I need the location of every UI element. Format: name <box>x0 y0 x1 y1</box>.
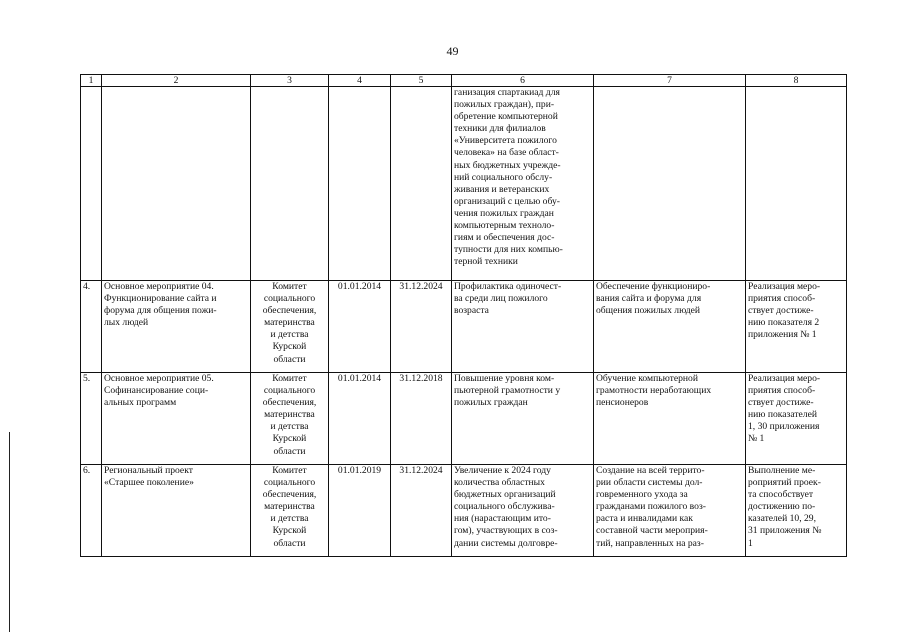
start-date: 01.01.2014 <box>329 373 391 465</box>
column-number-row <box>81 75 847 87</box>
end-date: 31.12.2024 <box>391 281 452 373</box>
event-name: Основное мероприятие 04. Функционирование сайта и форума для общения пожи- лых людей <box>102 281 251 373</box>
executor <box>251 87 329 281</box>
start-date: 01.01.2014 <box>329 281 391 373</box>
row-number: 5. <box>81 373 102 465</box>
table-row <box>81 373 847 465</box>
event-content: Повышение уровня ком- пьютерной грамотности у пожилых граждан <box>452 373 594 465</box>
expected-result <box>594 87 746 281</box>
event-name: Региональный проект «Старшее поколение» <box>102 465 251 557</box>
event-content: Профилактика одиночест- ва среди лиц пожилого возраста <box>452 281 594 373</box>
column-header: 2 <box>102 75 251 87</box>
table-row <box>81 281 847 373</box>
column-header: 5 <box>391 75 452 87</box>
executor: Комитет социального обеспечения, материнства и детства Курской области <box>251 281 329 373</box>
start-date <box>329 87 391 281</box>
indicator-link: Выполнение ме- роприятий проек- та способствует достижению по- казателей 10, 29, 31 приложения № 1 <box>746 465 847 557</box>
indicator-link <box>746 87 847 281</box>
indicator-link: Реализация меро- приятия способ- ствует достиже- нию показателя 2 приложения № 1 <box>746 281 847 373</box>
indicator-link: Реализация меро- приятия способ- ствует достиже- нию показателей 1, 30 приложения № 1 <box>746 373 847 465</box>
table-row <box>81 87 847 281</box>
event-content: Увеличение к 2024 году количества областных бюджетных организаций социального обслужива- ния (нарастающим ито- гом), участвующих в соз- дании системы долговре- <box>452 465 594 557</box>
page-number: 49 <box>446 44 459 58</box>
measures-table <box>80 74 847 557</box>
row-number: 4. <box>81 281 102 373</box>
end-date <box>391 87 452 281</box>
executor: Комитет социального обеспечения, материнства и детства Курской области <box>251 373 329 465</box>
column-header: 6 <box>452 75 594 87</box>
executor: Комитет социального обеспечения, материнства и детства Курской области <box>251 465 329 557</box>
row-number: 6. <box>81 465 102 557</box>
row-number <box>81 87 102 281</box>
expected-result: Обеспечение функциониро- вания сайта и форума для общения пожилых людей <box>594 281 746 373</box>
margin-line <box>9 432 10 632</box>
end-date: 31.12.2018 <box>391 373 452 465</box>
table-row <box>81 465 847 557</box>
column-header: 3 <box>251 75 329 87</box>
column-header: 4 <box>329 75 391 87</box>
expected-result: Создание на всей террито- рии области системы дол- говременного ухода за гражданами пожилого воз- раста и инвалидами как составной части мероприя- тий, направленных на раз- <box>594 465 746 557</box>
event-name: Основное мероприятие 05. Софинансирование соци- альных программ <box>102 373 251 465</box>
end-date: 31.12.2024 <box>391 465 452 557</box>
event-content: ганизация спартакиад для пожилых граждан), при- обретение компьютерной техники для филиалов «Университета пожилого человека» на базе област- ных бюджетных учрежде- ний социального обслу- живания и ветеранских организаций с целью обу- чения пожилых граждан компьютерным техноло- гиям и обеспечения дос- тупности для них компью- терной техники <box>452 87 594 281</box>
start-date: 01.01.2019 <box>329 465 391 557</box>
expected-result: Обучение компьютерной грамотности неработающих пенсионеров <box>594 373 746 465</box>
column-header: 1 <box>81 75 102 87</box>
column-header: 8 <box>746 75 847 87</box>
event-name <box>102 87 251 281</box>
column-header: 7 <box>594 75 746 87</box>
